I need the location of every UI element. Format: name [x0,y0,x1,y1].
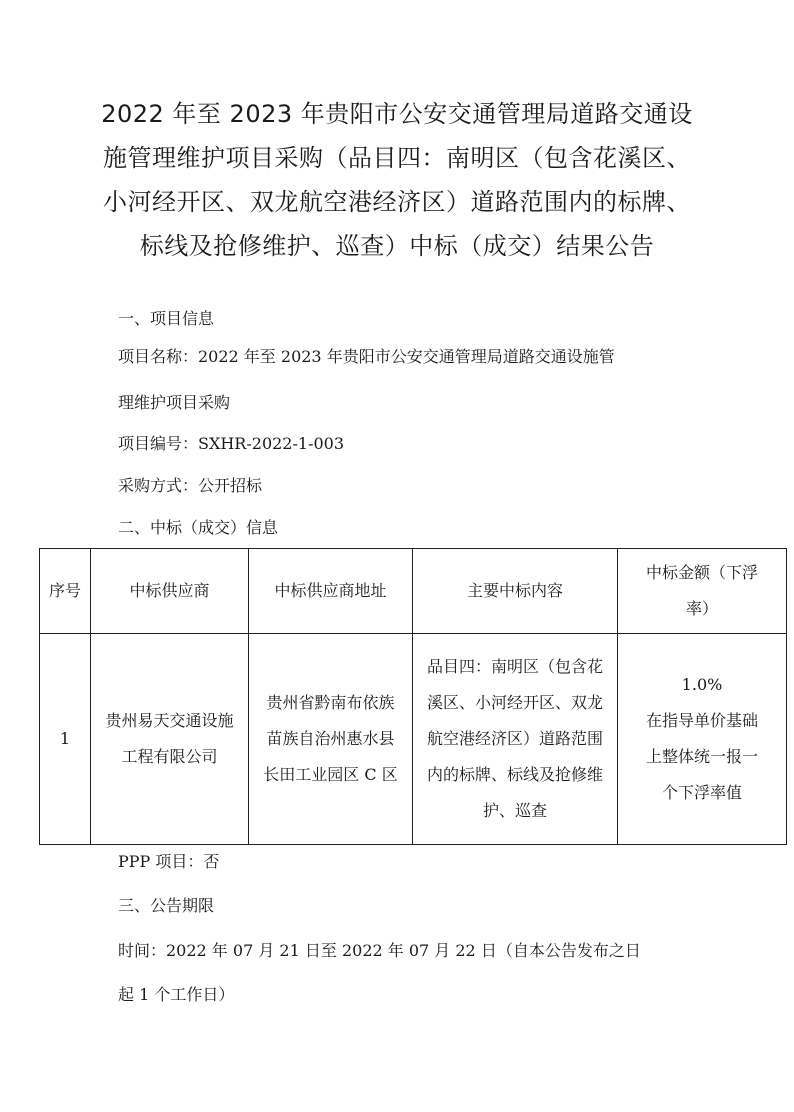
section1-heading: 一、项目信息 [118,309,215,328]
header-content: 主要中标内容 [413,549,618,634]
title-line: 小河经开区、双龙航空港经济区）道路范围内的标牌、 [103,188,691,216]
header-amount: 中标金额（下浮 率） [618,549,787,634]
cell-supplier: 贵州易天交通设施 工程有限公司 [91,634,249,845]
cell-content: 品目四：南明区（包含花 溪区、小河经开区、双龙 航空港经济区）道路范围 内的标牌、标线及抢修维 护、巡查 [413,634,618,845]
cell-amount: 1.0% 在指导单价基础 上整体统一报一 个下浮率值 [618,634,787,845]
procurement-method: 采购方式：公开招标 [118,476,263,495]
award-table [39,548,787,845]
cell-index: 1 [40,634,91,845]
title-line: 施管理维护项目采购（品目四：南明区（包含花溪区、 [103,144,691,172]
project-name-line2: 理维护项目采购 [118,393,231,412]
period-line1: 时间：2022 年 07 月 21 日至 2022 年 07 月 22 日（自本公告发布之日 [118,941,641,960]
period-line2: 起 1 个工作日） [118,985,235,1004]
table-row [40,634,787,845]
document-title [100,92,694,268]
title-line: 标线及抢修维护、巡查）中标（成交）结果公告 [139,232,655,260]
section3-heading: 三、公告期限 [118,896,215,915]
cell-address: 贵州省黔南布依族 苗族自治州惠水县 长田工业园区 C 区 [249,634,413,845]
header-index: 序号 [40,549,91,634]
header-supplier: 中标供应商 [91,549,249,634]
project-name-line1: 项目名称：2022 年至 2023 年贵阳市公安交通管理局道路交通设施管 [118,347,615,366]
section2-heading: 二、中标（成交）信息 [118,518,279,537]
table-header-row [40,549,787,634]
title-line: 2022 年至 2023 年贵阳市公安交通管理局道路交通设 [101,100,693,128]
project-number: 项目编号：SXHR-2022-1-003 [118,434,345,453]
header-address: 中标供应商地址 [249,549,413,634]
ppp-flag: PPP 项目：否 [118,852,220,871]
